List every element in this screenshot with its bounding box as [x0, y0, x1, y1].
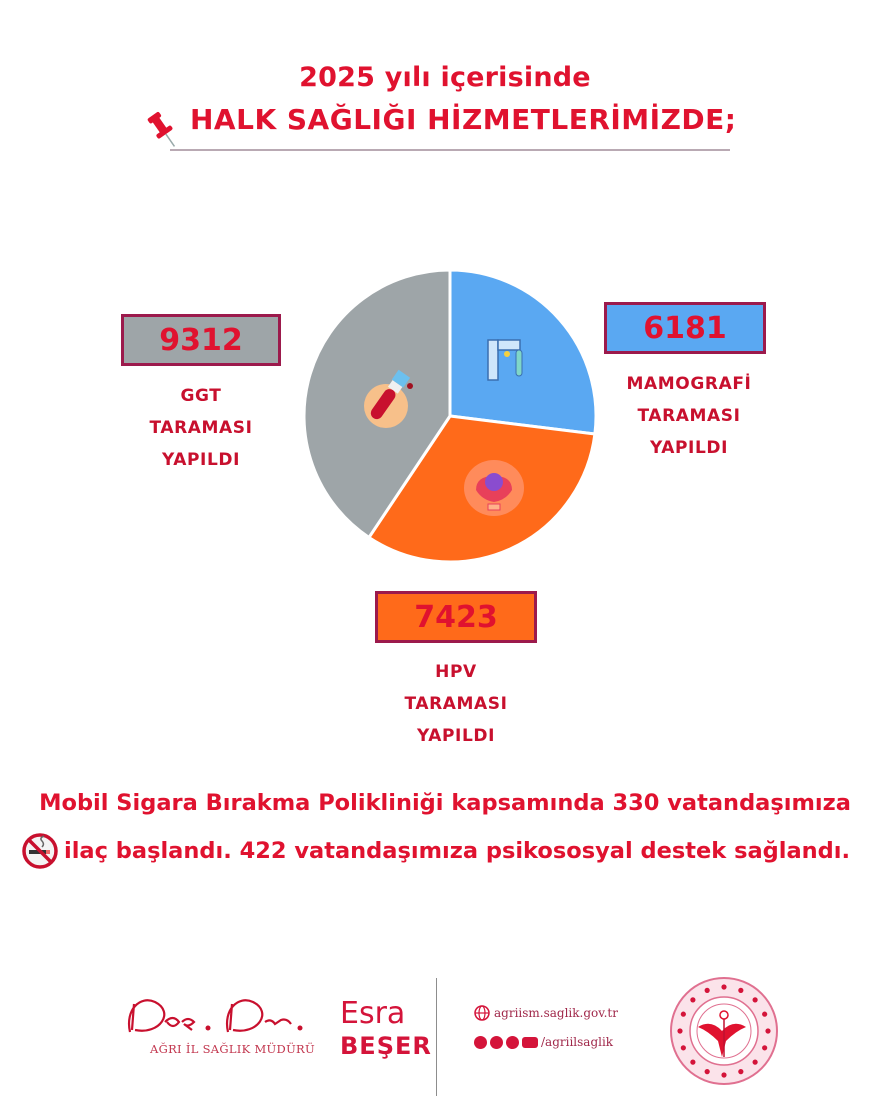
social-row: [474, 1035, 613, 1049]
x-twitter-icon[interactable]: [506, 1036, 519, 1049]
website-row: [474, 1005, 618, 1021]
instagram-icon[interactable]: [490, 1036, 503, 1049]
mamografi-label-line2: TARAMASI: [637, 406, 741, 426]
pie-chart: [302, 268, 598, 564]
ministry-of-health-emblem: [668, 975, 780, 1087]
no-smoking-icon: [22, 833, 58, 869]
ggt-label-line3: YAPILDI: [161, 450, 241, 470]
pushpin-icon: [146, 108, 180, 152]
smoking-cessation-message-line1: Mobil Sigara Bırakma Polikliniği kapsamında 330 vatandaşımıza: [39, 790, 851, 816]
hpv-label-line2: TARAMASI: [404, 694, 508, 714]
social-handle[interactable]: /agriilsaglik: [541, 1035, 614, 1049]
signature-doc-dr: [120, 990, 340, 1040]
youtube-icon[interactable]: [522, 1037, 538, 1048]
hpv-label-line1: HPV: [435, 662, 477, 682]
last-name: BEŞER: [340, 1032, 432, 1060]
footer-divider: [436, 978, 437, 1096]
title-underline: [170, 149, 730, 151]
hpv-label-line3: YAPILDI: [416, 726, 496, 746]
ggt-label-line1: GGT: [180, 386, 222, 406]
ggt-label: [121, 380, 281, 476]
mamografi-label-line3: YAPILDI: [649, 438, 729, 458]
mamografi-label: [594, 368, 784, 464]
mamografi-value-box: 6181: [604, 302, 766, 354]
role-title: AĞRI İL SAĞLIK MÜDÜRÜ: [150, 1042, 316, 1056]
hpv-value-box: 7423: [375, 591, 537, 643]
mamografi-label-line1: MAMOGRAFİ: [626, 374, 752, 394]
uterus-icon: [464, 460, 524, 516]
globe-icon: [474, 1005, 490, 1021]
hpv-label: [375, 656, 537, 752]
ggt-value-box: 9312: [121, 314, 281, 366]
ggt-label-line2: TARAMASI: [149, 418, 253, 438]
smoking-cessation-message-line2: ilaç başlandı. 422 vatandaşımıza psikososyal destek sağlandı.: [64, 838, 851, 864]
title-line-1: 2025 yılı içerisinde: [299, 62, 591, 93]
first-name: Esra: [340, 996, 406, 1031]
facebook-icon[interactable]: [474, 1036, 487, 1049]
mamografi-slice: [450, 270, 596, 434]
website-link[interactable]: agriism.saglik.gov.tr: [494, 1006, 618, 1020]
smoking-cessation-message-line2-row: [22, 833, 850, 869]
title-line-2: HALK SAĞLIĞI HİZMETLERİMİZDE;: [190, 103, 737, 136]
